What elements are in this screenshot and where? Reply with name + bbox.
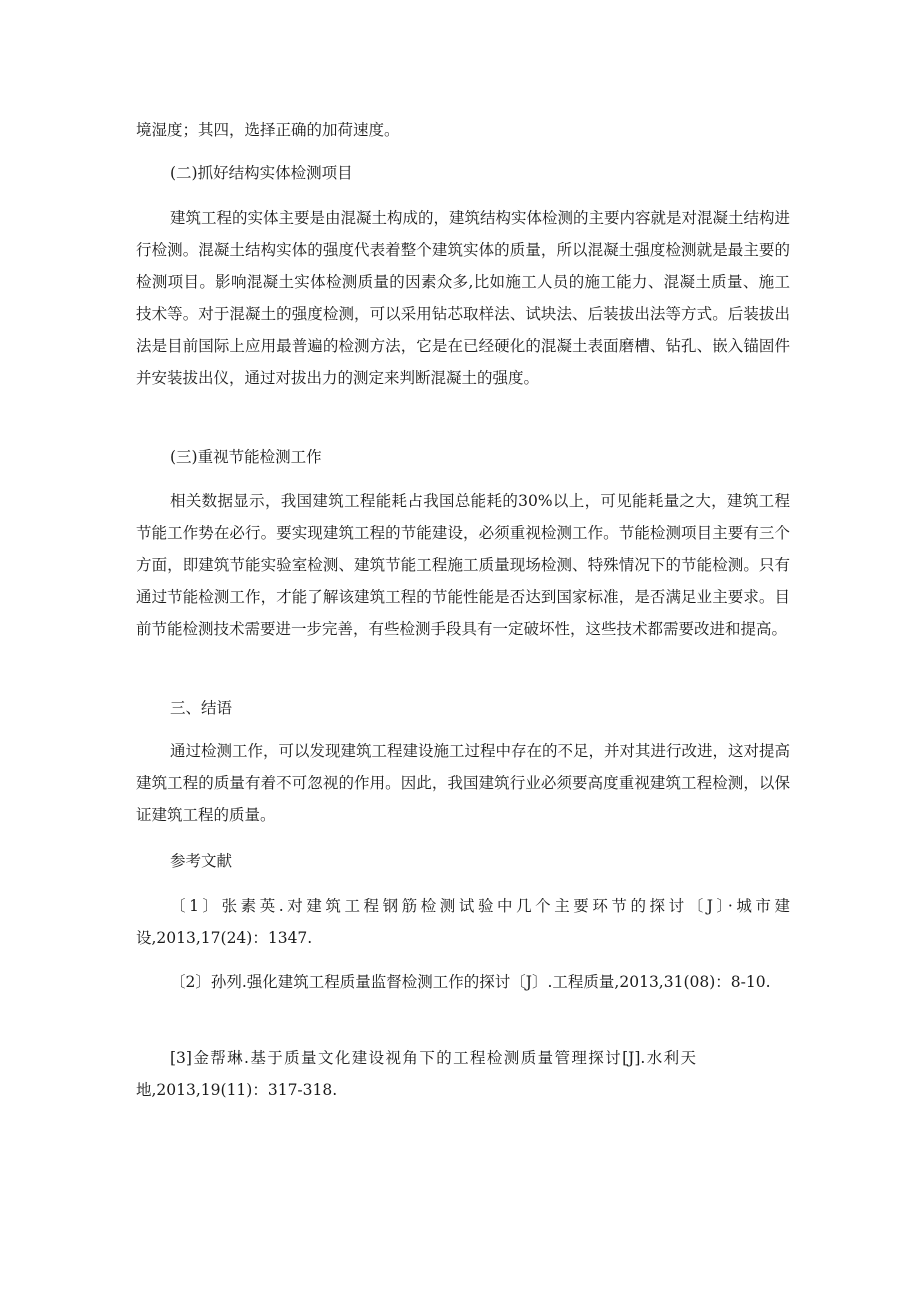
reference-item-3: [3]金帮琳.基于质量文化建设视角下的工程检测质量管理探讨[J].水利天地,2013,19(11)：317-318. bbox=[136, 1049, 696, 1099]
section-heading-conclusion: 三、结语 bbox=[170, 699, 233, 717]
reference-item-2: 〔2〕孙列.强化建筑工程质量监督检测工作的探讨〔J〕.工程质量,2013,31(08)：8-10. bbox=[170, 973, 771, 991]
paragraph-energy-testing: 相关数据显示，我国建筑工程能耗占我国总能耗的30%以上，可见能耗量之大，建筑工程节能工作势在必行。要实现建筑工程的节能建设，必须重视检测工作。节能检测项目主要有三个方面，即建筑节能实验室检测、建筑节能工程施工质量现场检测、特殊情况下的节能检测。只有通过节能检测工作，才能了解该建筑工程的节能性能是否达到国家标准，是否满足业主要求。目前节能检测技术需要进一步完善，有些检测手段具有一定破坏性，这些技术都需要改进和提高。 bbox=[136, 492, 790, 638]
references-heading: 参考文献 bbox=[170, 852, 233, 870]
paragraph-structure-testing: 建筑工程的实体主要是由混凝土构成的，建筑结构实体检测的主要内容就是对混凝土结构进行检测。混凝土结构实体的强度代表着整个建筑实体的质量，所以混凝土强度检测就是最主要的检测项目。影响混凝土实体检测质量的因素众多,比如施工人员的施工能力、混凝土质量、施工技术等。对于混凝土的强度检测，可以采用钻芯取样法、试块法、后装拔出法等方式。后装拔出法是目前国际上应用最普遍的检测方法，它是在已经硬化的混凝土表面磨槽、钻孔、嵌入锚固件并安装拔出仪，通过对拔出力的测定来判断混凝土的强度。 bbox=[136, 209, 791, 387]
section-heading-structure-testing: (二)抓好结构实体检测项目 bbox=[170, 164, 353, 182]
section-heading-energy-testing: (三)重视节能检测工作 bbox=[170, 448, 322, 466]
paragraph-continuation: 境湿度；其四，选择正确的加荷速度。 bbox=[136, 121, 400, 139]
paragraph-conclusion: 通过检测工作，可以发现建筑工程建设施工过程中存在的不足，并对其进行改进，这对提高建筑工程的质量有着不可忽视的作用。因此，我国建筑行业必须要高度重视建筑工程检测，以保证建筑工程的质量。 bbox=[136, 742, 791, 824]
reference-item-1: 〔1〕张素英.对建筑工程钢筋检测试验中几个主要环节的探讨〔J〕·城市建设,2013,17(24)：1347. bbox=[136, 897, 790, 947]
